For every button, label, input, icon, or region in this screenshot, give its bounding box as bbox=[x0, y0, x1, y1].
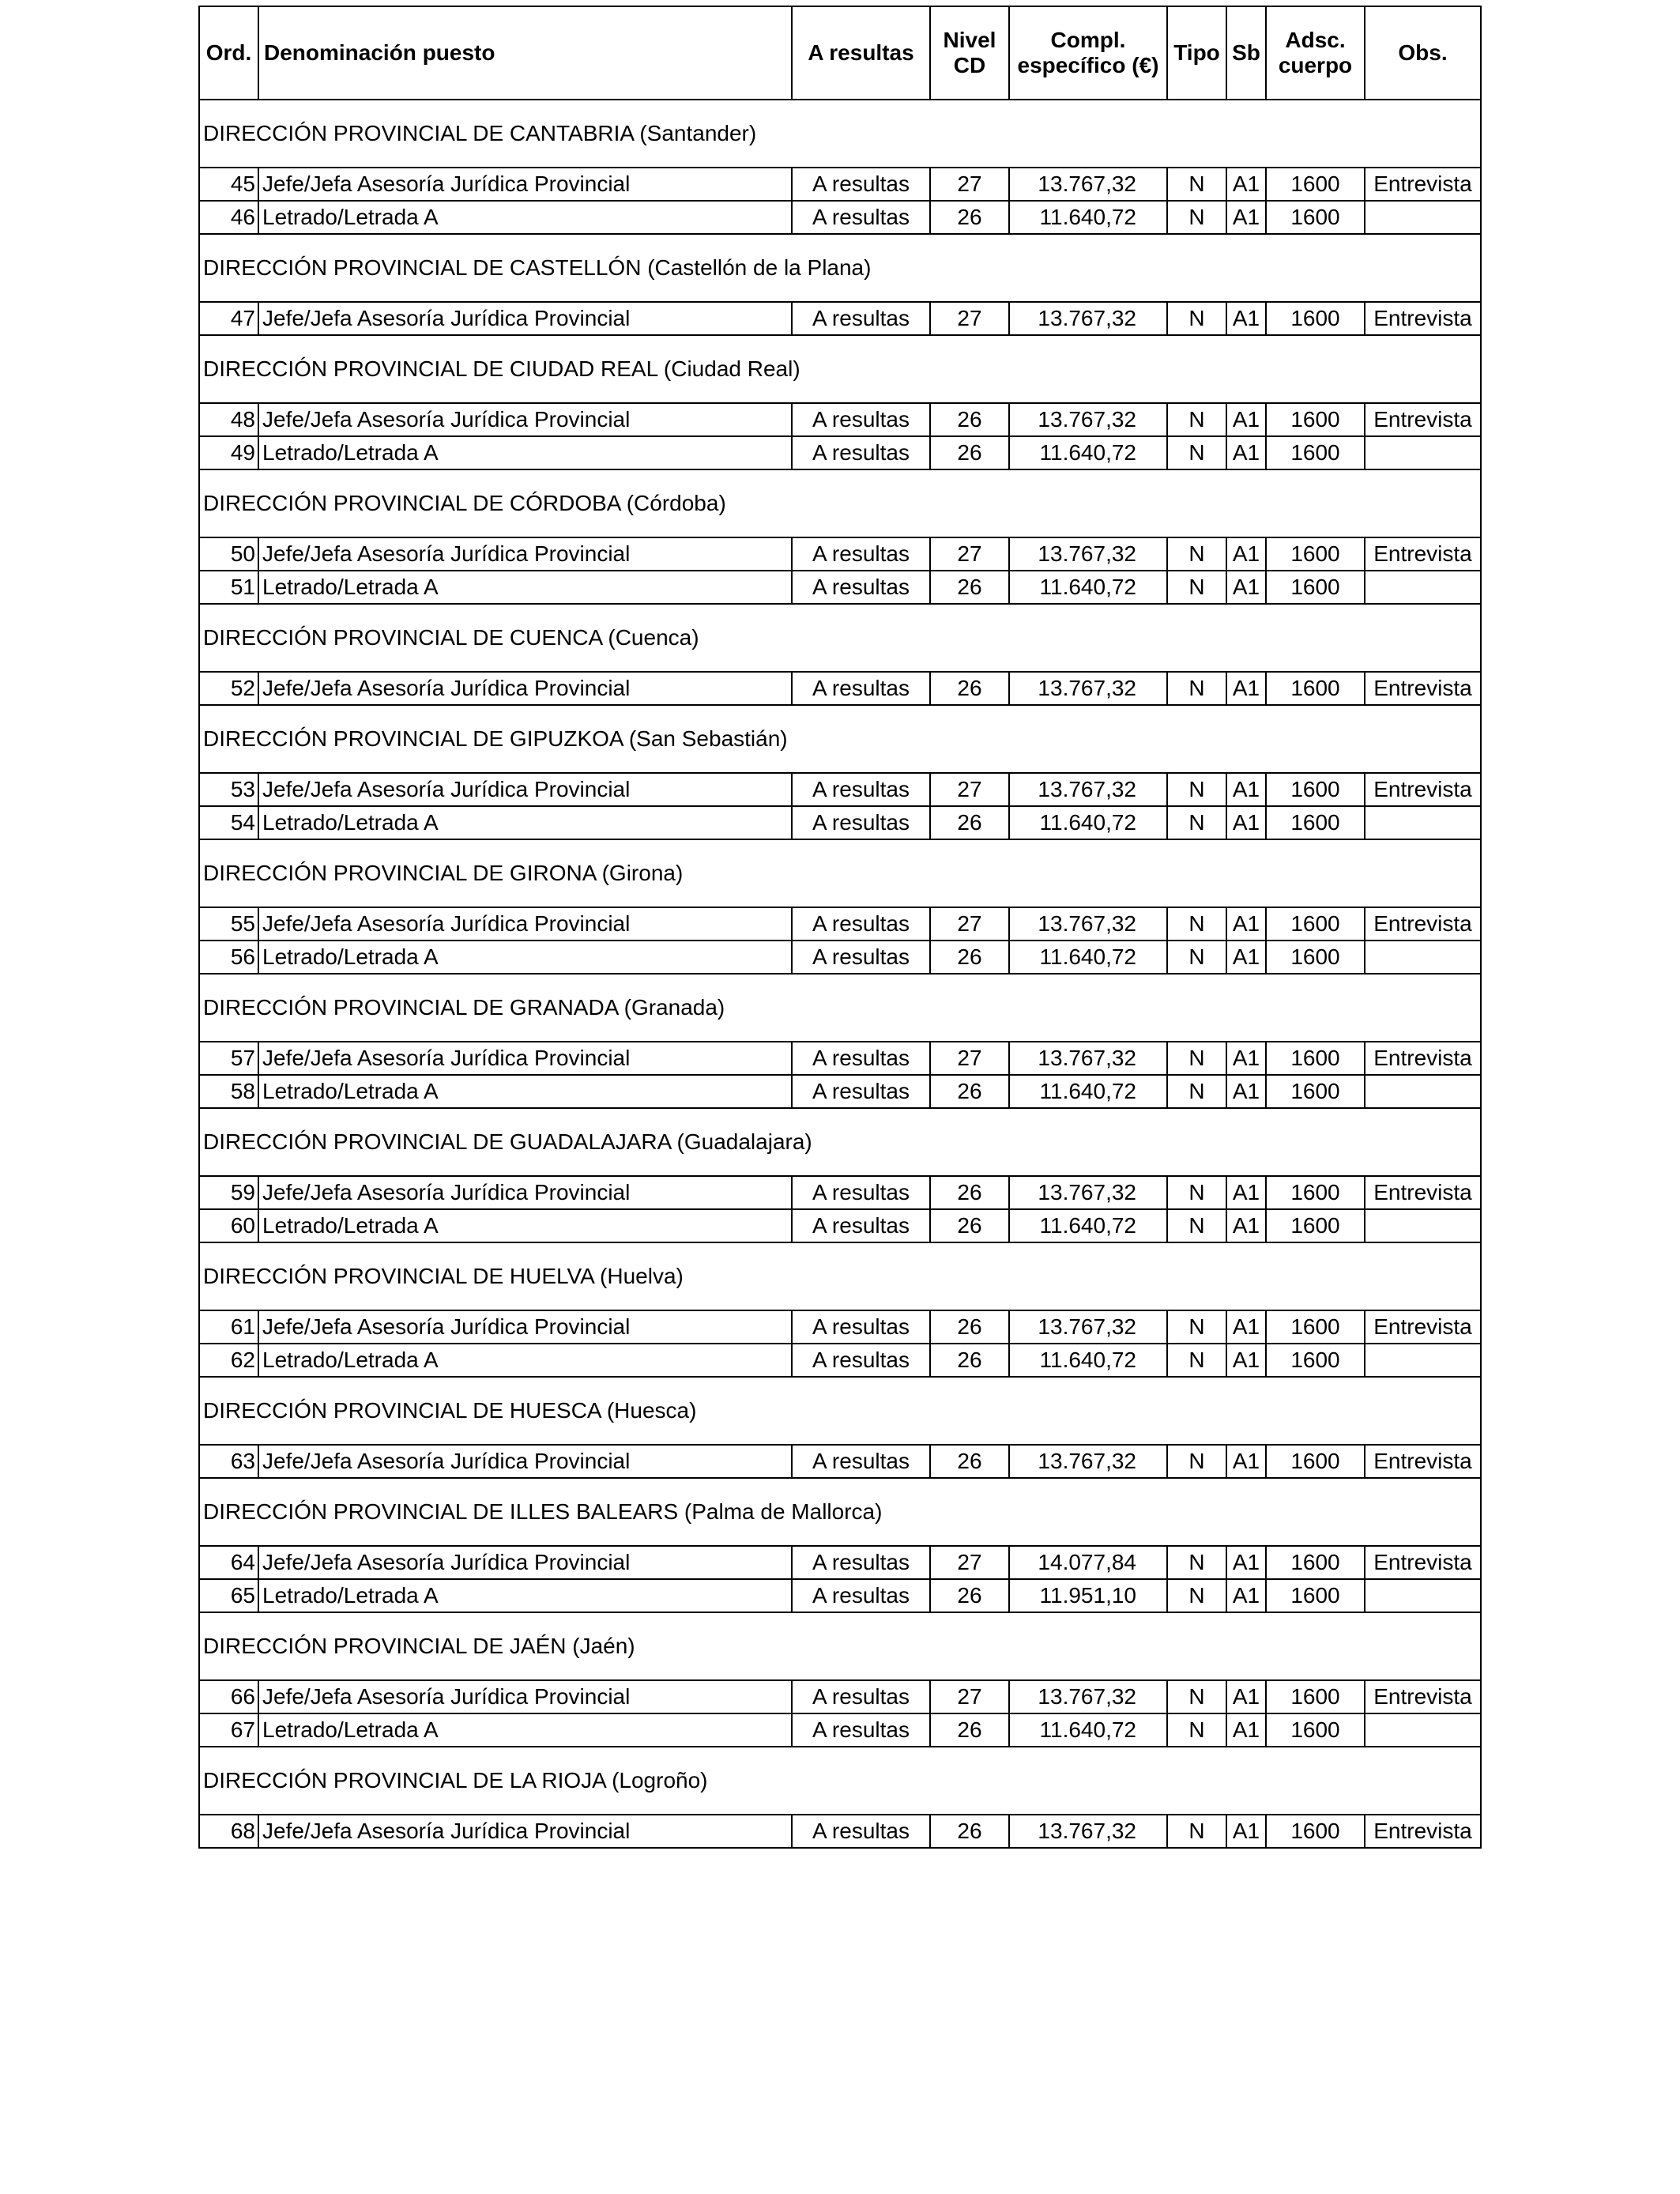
cell-denominacion: Letrado/Letrada A bbox=[258, 941, 792, 974]
cell-sb: A1 bbox=[1226, 537, 1266, 571]
cell-obs bbox=[1365, 1075, 1481, 1108]
cell-sb: A1 bbox=[1226, 571, 1266, 604]
cell-denominacion: Letrado/Letrada A bbox=[258, 1075, 792, 1108]
section-header-row bbox=[199, 335, 1481, 403]
cell-adsc-cuerpo: 1600 bbox=[1266, 1075, 1365, 1108]
cell-obs bbox=[1365, 1209, 1481, 1242]
cell-ord: 64 bbox=[199, 1546, 258, 1579]
section-header-row bbox=[199, 469, 1481, 537]
cell-compl-especifico: 13.767,32 bbox=[1009, 1310, 1167, 1344]
cell-tipo: N bbox=[1167, 1176, 1226, 1209]
cell-nivel-cd: 26 bbox=[930, 403, 1009, 436]
cell-denominacion: Jefe/Jefa Asesoría Jurídica Provincial bbox=[258, 773, 792, 806]
table-row bbox=[199, 1445, 1481, 1478]
cell-a-resultas: A resultas bbox=[792, 1546, 930, 1579]
cell-a-resultas: A resultas bbox=[792, 1815, 930, 1848]
cell-tipo: N bbox=[1167, 1815, 1226, 1848]
cell-a-resultas: A resultas bbox=[792, 1579, 930, 1612]
cell-adsc-cuerpo: 1600 bbox=[1266, 1344, 1365, 1377]
section-title: DIRECCIÓN PROVINCIAL DE LA RIOJA (Logroño) bbox=[199, 1747, 1481, 1815]
cell-sb: A1 bbox=[1226, 1310, 1266, 1344]
cell-ord: 56 bbox=[199, 941, 258, 974]
cell-ord: 65 bbox=[199, 1579, 258, 1612]
cell-denominacion: Letrado/Letrada A bbox=[258, 1344, 792, 1377]
cell-denominacion: Jefe/Jefa Asesoría Jurídica Provincial bbox=[258, 302, 792, 335]
cell-obs: Entrevista bbox=[1365, 302, 1481, 335]
cell-ord: 55 bbox=[199, 907, 258, 941]
cell-obs: Entrevista bbox=[1365, 1815, 1481, 1848]
cell-adsc-cuerpo: 1600 bbox=[1266, 806, 1365, 839]
cell-a-resultas: A resultas bbox=[792, 571, 930, 604]
cell-obs: Entrevista bbox=[1365, 1176, 1481, 1209]
section-header-row bbox=[199, 604, 1481, 672]
cell-compl-especifico: 13.767,32 bbox=[1009, 1042, 1167, 1075]
section-title: DIRECCIÓN PROVINCIAL DE GUADALAJARA (Guadalajara) bbox=[199, 1108, 1481, 1176]
cell-adsc-cuerpo: 1600 bbox=[1266, 1209, 1365, 1242]
cell-nivel-cd: 27 bbox=[930, 168, 1009, 201]
cell-nivel-cd: 26 bbox=[930, 1713, 1009, 1747]
table-row bbox=[199, 168, 1481, 201]
cell-a-resultas: A resultas bbox=[792, 941, 930, 974]
cell-nivel-cd: 26 bbox=[930, 436, 1009, 469]
section-title: DIRECCIÓN PROVINCIAL DE CIUDAD REAL (Ciudad Real) bbox=[199, 335, 1481, 403]
cell-nivel-cd: 26 bbox=[930, 1075, 1009, 1108]
cell-denominacion: Letrado/Letrada A bbox=[258, 436, 792, 469]
cell-adsc-cuerpo: 1600 bbox=[1266, 302, 1365, 335]
section-title: DIRECCIÓN PROVINCIAL DE CUENCA (Cuenca) bbox=[199, 604, 1481, 672]
section-title: DIRECCIÓN PROVINCIAL DE CASTELLÓN (Castellón de la Plana) bbox=[199, 234, 1481, 302]
cell-compl-especifico: 13.767,32 bbox=[1009, 1680, 1167, 1713]
cell-a-resultas: A resultas bbox=[792, 403, 930, 436]
cell-compl-especifico: 13.767,32 bbox=[1009, 1815, 1167, 1848]
section-title: DIRECCIÓN PROVINCIAL DE CANTABRIA (Santander) bbox=[199, 100, 1481, 168]
cell-obs: Entrevista bbox=[1365, 907, 1481, 941]
cell-adsc-cuerpo: 1600 bbox=[1266, 403, 1365, 436]
cell-compl-especifico: 11.640,72 bbox=[1009, 571, 1167, 604]
cell-denominacion: Letrado/Letrada A bbox=[258, 806, 792, 839]
section-header-row bbox=[199, 1478, 1481, 1546]
table-row bbox=[199, 1075, 1481, 1108]
cell-tipo: N bbox=[1167, 773, 1226, 806]
cell-a-resultas: A resultas bbox=[792, 1176, 930, 1209]
cell-nivel-cd: 26 bbox=[930, 1445, 1009, 1478]
cell-compl-especifico: 13.767,32 bbox=[1009, 907, 1167, 941]
cell-compl-especifico: 11.640,72 bbox=[1009, 806, 1167, 839]
cell-tipo: N bbox=[1167, 1344, 1226, 1377]
cell-adsc-cuerpo: 1600 bbox=[1266, 1579, 1365, 1612]
cell-sb: A1 bbox=[1226, 1680, 1266, 1713]
cell-compl-especifico: 11.640,72 bbox=[1009, 1075, 1167, 1108]
cell-a-resultas: A resultas bbox=[792, 1310, 930, 1344]
cell-sb: A1 bbox=[1226, 907, 1266, 941]
cell-denominacion: Letrado/Letrada A bbox=[258, 1579, 792, 1612]
table-row bbox=[199, 1176, 1481, 1209]
section-title: DIRECCIÓN PROVINCIAL DE JAÉN (Jaén) bbox=[199, 1612, 1481, 1680]
cell-nivel-cd: 26 bbox=[930, 201, 1009, 234]
section-header-row bbox=[199, 1747, 1481, 1815]
cell-obs bbox=[1365, 201, 1481, 234]
cell-ord: 47 bbox=[199, 302, 258, 335]
cell-denominacion: Jefe/Jefa Asesoría Jurídica Provincial bbox=[258, 1310, 792, 1344]
cell-ord: 63 bbox=[199, 1445, 258, 1478]
cell-a-resultas: A resultas bbox=[792, 201, 930, 234]
header-obs: Obs. bbox=[1365, 6, 1481, 100]
cell-denominacion: Jefe/Jefa Asesoría Jurídica Provincial bbox=[258, 672, 792, 705]
cell-nivel-cd: 26 bbox=[930, 1815, 1009, 1848]
cell-tipo: N bbox=[1167, 1209, 1226, 1242]
cell-compl-especifico: 13.767,32 bbox=[1009, 1176, 1167, 1209]
cell-compl-especifico: 11.640,72 bbox=[1009, 201, 1167, 234]
cell-ord: 45 bbox=[199, 168, 258, 201]
cell-denominacion: Letrado/Letrada A bbox=[258, 571, 792, 604]
cell-ord: 62 bbox=[199, 1344, 258, 1377]
cell-sb: A1 bbox=[1226, 773, 1266, 806]
table-row bbox=[199, 1579, 1481, 1612]
cell-sb: A1 bbox=[1226, 1042, 1266, 1075]
table-row bbox=[199, 941, 1481, 974]
cell-ord: 52 bbox=[199, 672, 258, 705]
table-row bbox=[199, 1042, 1481, 1075]
table-row bbox=[199, 1815, 1481, 1848]
cell-ord: 67 bbox=[199, 1713, 258, 1747]
cell-adsc-cuerpo: 1600 bbox=[1266, 571, 1365, 604]
cell-tipo: N bbox=[1167, 1445, 1226, 1478]
cell-sb: A1 bbox=[1226, 672, 1266, 705]
cell-sb: A1 bbox=[1226, 1815, 1266, 1848]
cell-tipo: N bbox=[1167, 537, 1226, 571]
cell-tipo: N bbox=[1167, 1713, 1226, 1747]
table-row bbox=[199, 1209, 1481, 1242]
section-title: DIRECCIÓN PROVINCIAL DE CÓRDOBA (Córdoba) bbox=[199, 469, 1481, 537]
cell-adsc-cuerpo: 1600 bbox=[1266, 1176, 1365, 1209]
cell-denominacion: Letrado/Letrada A bbox=[258, 1209, 792, 1242]
cell-denominacion: Jefe/Jefa Asesoría Jurídica Provincial bbox=[258, 403, 792, 436]
header-sb: Sb bbox=[1226, 6, 1266, 100]
cell-ord: 53 bbox=[199, 773, 258, 806]
section-title: DIRECCIÓN PROVINCIAL DE GIPUZKOA (San Sebastián) bbox=[199, 705, 1481, 773]
cell-obs: Entrevista bbox=[1365, 1680, 1481, 1713]
cell-a-resultas: A resultas bbox=[792, 773, 930, 806]
cell-compl-especifico: 11.640,72 bbox=[1009, 941, 1167, 974]
header-tipo: Tipo bbox=[1167, 6, 1226, 100]
cell-obs: Entrevista bbox=[1365, 1546, 1481, 1579]
cell-a-resultas: A resultas bbox=[792, 672, 930, 705]
cell-ord: 66 bbox=[199, 1680, 258, 1713]
cell-ord: 58 bbox=[199, 1075, 258, 1108]
cell-obs bbox=[1365, 571, 1481, 604]
cell-a-resultas: A resultas bbox=[792, 1042, 930, 1075]
table-row bbox=[199, 403, 1481, 436]
cell-denominacion: Jefe/Jefa Asesoría Jurídica Provincial bbox=[258, 1546, 792, 1579]
cell-a-resultas: A resultas bbox=[792, 1075, 930, 1108]
table-row bbox=[199, 672, 1481, 705]
cell-sb: A1 bbox=[1226, 941, 1266, 974]
cell-adsc-cuerpo: 1600 bbox=[1266, 1310, 1365, 1344]
table-row bbox=[199, 537, 1481, 571]
cell-adsc-cuerpo: 1600 bbox=[1266, 1546, 1365, 1579]
cell-sb: A1 bbox=[1226, 1713, 1266, 1747]
table-row bbox=[199, 1344, 1481, 1377]
table-row bbox=[199, 1546, 1481, 1579]
cell-obs: Entrevista bbox=[1365, 537, 1481, 571]
cell-sb: A1 bbox=[1226, 403, 1266, 436]
cell-nivel-cd: 26 bbox=[930, 1344, 1009, 1377]
cell-nivel-cd: 27 bbox=[930, 302, 1009, 335]
cell-tipo: N bbox=[1167, 1680, 1226, 1713]
cell-ord: 59 bbox=[199, 1176, 258, 1209]
table-body bbox=[199, 100, 1481, 1848]
header-adsc-cuerpo: Adsc. cuerpo bbox=[1266, 6, 1365, 100]
section-header-row bbox=[199, 705, 1481, 773]
cell-tipo: N bbox=[1167, 1042, 1226, 1075]
section-title: DIRECCIÓN PROVINCIAL DE HUELVA (Huelva) bbox=[199, 1242, 1481, 1310]
cell-adsc-cuerpo: 1600 bbox=[1266, 1815, 1365, 1848]
table-row bbox=[199, 571, 1481, 604]
cell-adsc-cuerpo: 1600 bbox=[1266, 168, 1365, 201]
cell-compl-especifico: 11.640,72 bbox=[1009, 1209, 1167, 1242]
section-title: DIRECCIÓN PROVINCIAL DE GRANADA (Granada) bbox=[199, 974, 1481, 1042]
cell-compl-especifico: 11.640,72 bbox=[1009, 1713, 1167, 1747]
section-header-row bbox=[199, 974, 1481, 1042]
cell-tipo: N bbox=[1167, 571, 1226, 604]
cell-adsc-cuerpo: 1600 bbox=[1266, 1713, 1365, 1747]
cell-a-resultas: A resultas bbox=[792, 168, 930, 201]
cell-tipo: N bbox=[1167, 1075, 1226, 1108]
cell-a-resultas: A resultas bbox=[792, 806, 930, 839]
header-denominacion: Denominación puesto bbox=[258, 6, 792, 100]
cell-denominacion: Letrado/Letrada A bbox=[258, 1713, 792, 1747]
cell-obs bbox=[1365, 806, 1481, 839]
cell-denominacion: Letrado/Letrada A bbox=[258, 201, 792, 234]
cell-denominacion: Jefe/Jefa Asesoría Jurídica Provincial bbox=[258, 1815, 792, 1848]
cell-nivel-cd: 26 bbox=[930, 1310, 1009, 1344]
section-header-row bbox=[199, 100, 1481, 168]
cell-a-resultas: A resultas bbox=[792, 436, 930, 469]
cell-sb: A1 bbox=[1226, 1445, 1266, 1478]
cell-nivel-cd: 26 bbox=[930, 941, 1009, 974]
cell-a-resultas: A resultas bbox=[792, 537, 930, 571]
cell-sb: A1 bbox=[1226, 302, 1266, 335]
cell-sb: A1 bbox=[1226, 168, 1266, 201]
section-header-row bbox=[199, 839, 1481, 907]
cell-adsc-cuerpo: 1600 bbox=[1266, 537, 1365, 571]
cell-adsc-cuerpo: 1600 bbox=[1266, 907, 1365, 941]
cell-ord: 61 bbox=[199, 1310, 258, 1344]
cell-ord: 54 bbox=[199, 806, 258, 839]
cell-a-resultas: A resultas bbox=[792, 1445, 930, 1478]
cell-nivel-cd: 26 bbox=[930, 1209, 1009, 1242]
cell-tipo: N bbox=[1167, 941, 1226, 974]
cell-obs: Entrevista bbox=[1365, 1310, 1481, 1344]
cell-adsc-cuerpo: 1600 bbox=[1266, 1042, 1365, 1075]
cell-nivel-cd: 26 bbox=[930, 672, 1009, 705]
cell-ord: 49 bbox=[199, 436, 258, 469]
section-header-row bbox=[199, 1612, 1481, 1680]
table-row bbox=[199, 201, 1481, 234]
cell-a-resultas: A resultas bbox=[792, 1344, 930, 1377]
section-title: DIRECCIÓN PROVINCIAL DE HUESCA (Huesca) bbox=[199, 1377, 1481, 1445]
cell-compl-especifico: 13.767,32 bbox=[1009, 672, 1167, 705]
cell-nivel-cd: 27 bbox=[930, 537, 1009, 571]
cell-adsc-cuerpo: 1600 bbox=[1266, 672, 1365, 705]
cell-tipo: N bbox=[1167, 1546, 1226, 1579]
cell-compl-especifico: 11.640,72 bbox=[1009, 436, 1167, 469]
table-row bbox=[199, 907, 1481, 941]
cell-adsc-cuerpo: 1600 bbox=[1266, 1680, 1365, 1713]
cell-sb: A1 bbox=[1226, 1209, 1266, 1242]
section-title: DIRECCIÓN PROVINCIAL DE ILLES BALEARS (Palma de Mallorca) bbox=[199, 1478, 1481, 1546]
cell-nivel-cd: 27 bbox=[930, 1042, 1009, 1075]
cell-ord: 46 bbox=[199, 201, 258, 234]
cell-compl-especifico: 13.767,32 bbox=[1009, 1445, 1167, 1478]
cell-tipo: N bbox=[1167, 201, 1226, 234]
cell-sb: A1 bbox=[1226, 1344, 1266, 1377]
cell-compl-especifico: 13.767,32 bbox=[1009, 773, 1167, 806]
table-row bbox=[199, 1680, 1481, 1713]
table-row bbox=[199, 302, 1481, 335]
cell-obs: Entrevista bbox=[1365, 1445, 1481, 1478]
cell-adsc-cuerpo: 1600 bbox=[1266, 201, 1365, 234]
cell-tipo: N bbox=[1167, 436, 1226, 469]
cell-tipo: N bbox=[1167, 1310, 1226, 1344]
cell-obs: Entrevista bbox=[1365, 672, 1481, 705]
cell-denominacion: Jefe/Jefa Asesoría Jurídica Provincial bbox=[258, 168, 792, 201]
cell-obs bbox=[1365, 1579, 1481, 1612]
cell-a-resultas: A resultas bbox=[792, 1209, 930, 1242]
cell-sb: A1 bbox=[1226, 1075, 1266, 1108]
cell-tipo: N bbox=[1167, 1579, 1226, 1612]
header-a-resultas: A resultas bbox=[792, 6, 930, 100]
cell-compl-especifico: 11.951,10 bbox=[1009, 1579, 1167, 1612]
section-title: DIRECCIÓN PROVINCIAL DE GIRONA (Girona) bbox=[199, 839, 1481, 907]
cell-adsc-cuerpo: 1600 bbox=[1266, 436, 1365, 469]
header-ord: Ord. bbox=[199, 6, 258, 100]
cell-denominacion: Jefe/Jefa Asesoría Jurídica Provincial bbox=[258, 537, 792, 571]
cell-sb: A1 bbox=[1226, 1579, 1266, 1612]
cell-nivel-cd: 27 bbox=[930, 773, 1009, 806]
cell-compl-especifico: 11.640,72 bbox=[1009, 1344, 1167, 1377]
section-header-row bbox=[199, 234, 1481, 302]
cell-nivel-cd: 26 bbox=[930, 1579, 1009, 1612]
cell-tipo: N bbox=[1167, 302, 1226, 335]
cell-compl-especifico: 13.767,32 bbox=[1009, 168, 1167, 201]
cell-compl-especifico: 13.767,32 bbox=[1009, 537, 1167, 571]
cell-tipo: N bbox=[1167, 403, 1226, 436]
cell-denominacion: Jefe/Jefa Asesoría Jurídica Provincial bbox=[258, 1680, 792, 1713]
header-compl-especifico: Compl. específico (€) bbox=[1009, 6, 1167, 100]
cell-adsc-cuerpo: 1600 bbox=[1266, 941, 1365, 974]
cell-tipo: N bbox=[1167, 672, 1226, 705]
cell-tipo: N bbox=[1167, 806, 1226, 839]
section-header-row bbox=[199, 1108, 1481, 1176]
positions-table bbox=[198, 6, 1482, 1849]
cell-obs: Entrevista bbox=[1365, 403, 1481, 436]
cell-a-resultas: A resultas bbox=[792, 302, 930, 335]
cell-nivel-cd: 27 bbox=[930, 1546, 1009, 1579]
section-header-row bbox=[199, 1242, 1481, 1310]
table-row bbox=[199, 773, 1481, 806]
table-row bbox=[199, 1713, 1481, 1747]
cell-nivel-cd: 27 bbox=[930, 907, 1009, 941]
header-row bbox=[199, 6, 1481, 100]
cell-obs bbox=[1365, 1344, 1481, 1377]
cell-sb: A1 bbox=[1226, 1546, 1266, 1579]
cell-compl-especifico: 14.077,84 bbox=[1009, 1546, 1167, 1579]
cell-sb: A1 bbox=[1226, 201, 1266, 234]
cell-a-resultas: A resultas bbox=[792, 1713, 930, 1747]
cell-adsc-cuerpo: 1600 bbox=[1266, 1445, 1365, 1478]
cell-denominacion: Jefe/Jefa Asesoría Jurídica Provincial bbox=[258, 1176, 792, 1209]
cell-sb: A1 bbox=[1226, 436, 1266, 469]
cell-ord: 51 bbox=[199, 571, 258, 604]
cell-a-resultas: A resultas bbox=[792, 1680, 930, 1713]
cell-obs bbox=[1365, 941, 1481, 974]
cell-sb: A1 bbox=[1226, 806, 1266, 839]
cell-tipo: N bbox=[1167, 168, 1226, 201]
cell-ord: 48 bbox=[199, 403, 258, 436]
table-row bbox=[199, 436, 1481, 469]
cell-tipo: N bbox=[1167, 907, 1226, 941]
cell-nivel-cd: 27 bbox=[930, 1680, 1009, 1713]
cell-ord: 57 bbox=[199, 1042, 258, 1075]
cell-compl-especifico: 13.767,32 bbox=[1009, 403, 1167, 436]
cell-nivel-cd: 26 bbox=[930, 806, 1009, 839]
cell-denominacion: Jefe/Jefa Asesoría Jurídica Provincial bbox=[258, 1042, 792, 1075]
cell-ord: 50 bbox=[199, 537, 258, 571]
cell-obs: Entrevista bbox=[1365, 168, 1481, 201]
cell-sb: A1 bbox=[1226, 1176, 1266, 1209]
cell-compl-especifico: 13.767,32 bbox=[1009, 302, 1167, 335]
cell-nivel-cd: 26 bbox=[930, 1176, 1009, 1209]
section-header-row bbox=[199, 1377, 1481, 1445]
cell-denominacion: Jefe/Jefa Asesoría Jurídica Provincial bbox=[258, 1445, 792, 1478]
cell-a-resultas: A resultas bbox=[792, 907, 930, 941]
table-row bbox=[199, 806, 1481, 839]
cell-ord: 60 bbox=[199, 1209, 258, 1242]
cell-adsc-cuerpo: 1600 bbox=[1266, 773, 1365, 806]
cell-ord: 68 bbox=[199, 1815, 258, 1848]
cell-obs: Entrevista bbox=[1365, 773, 1481, 806]
header-nivel-cd: Nivel CD bbox=[930, 6, 1009, 100]
table-row bbox=[199, 1310, 1481, 1344]
cell-obs bbox=[1365, 1713, 1481, 1747]
cell-obs bbox=[1365, 436, 1481, 469]
cell-nivel-cd: 26 bbox=[930, 571, 1009, 604]
cell-obs: Entrevista bbox=[1365, 1042, 1481, 1075]
cell-denominacion: Jefe/Jefa Asesoría Jurídica Provincial bbox=[258, 907, 792, 941]
